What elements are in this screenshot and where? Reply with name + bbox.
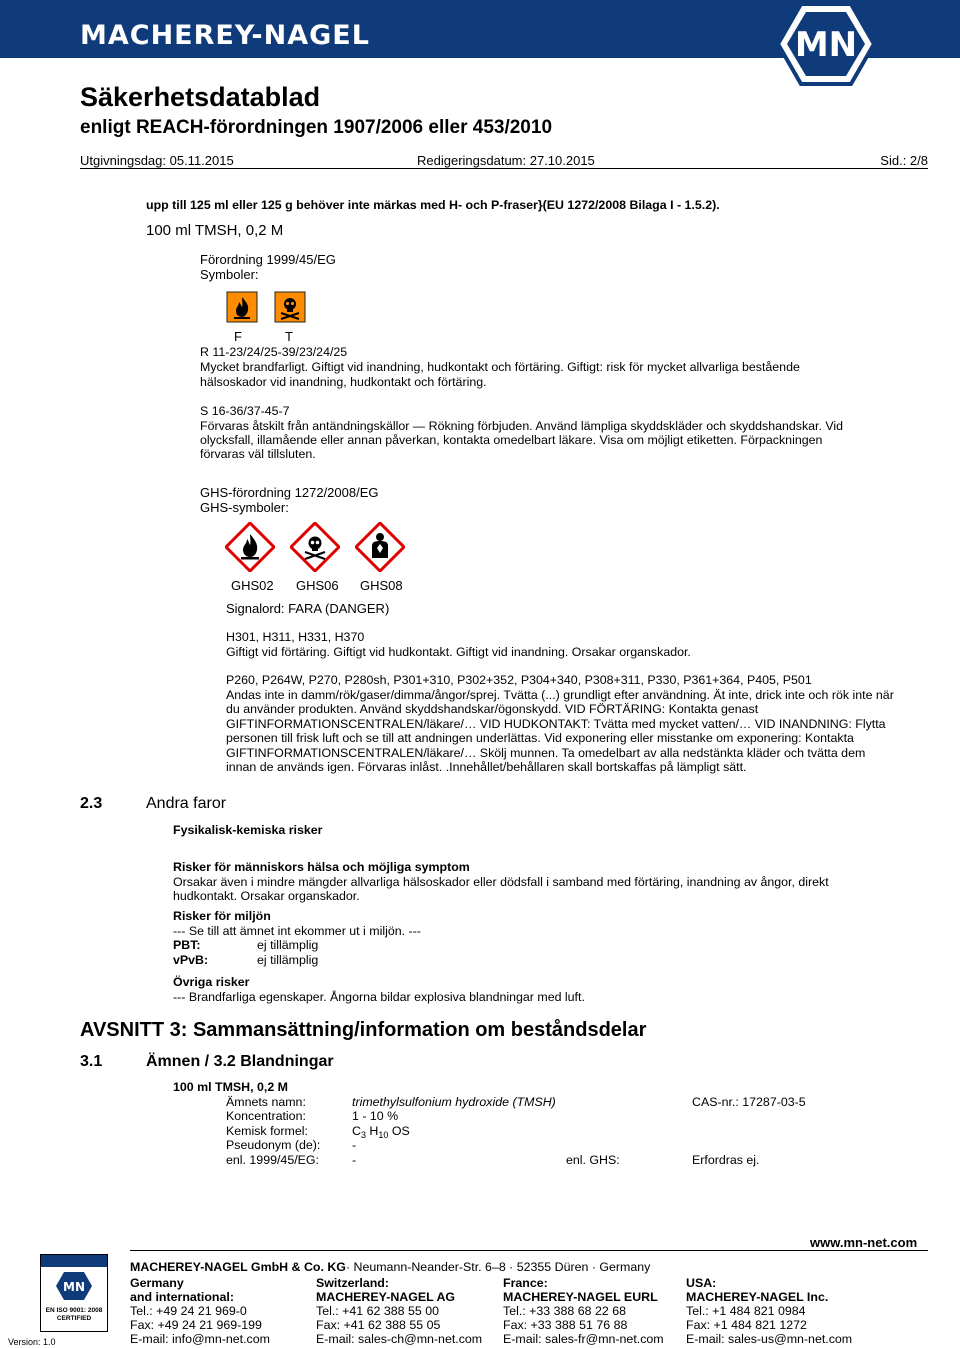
h-text: Giftigt vid förtäring. Giftigt vid hudkontakt. Giftigt vid inandning. Orsakar organskador. (226, 645, 691, 659)
footer-address: · Neumann-Neander-Str. 6–8 · 52355 Düren · Germany (345, 1260, 651, 1274)
footer-divider (130, 1250, 928, 1251)
formula-c: C (352, 1124, 361, 1138)
h-codes: H301, H311, H331, H370 (226, 630, 365, 644)
brand-name: MACHEREY-NAGEL (80, 20, 370, 51)
section-3-1-number: 3.1 (80, 1053, 103, 1070)
intro-line: upp till 125 ml eller 125 g behöver inte märkas med H- och P-fraser}(EU 1272/2008 Bilaga I - 1.5.2). (146, 198, 720, 212)
version-label: Version: 1.0 (8, 1337, 56, 1347)
ghs-code-1: GHS02 (231, 578, 274, 593)
pbt-value: ej tillämplig (257, 938, 319, 952)
symbols-label: Symboler: (200, 267, 259, 282)
ghs-code-3: GHS08 (360, 578, 403, 593)
col4-line-1: USA: (686, 1276, 717, 1290)
formula-value (352, 1124, 410, 1140)
concentration-value: 1 - 10 % (352, 1109, 399, 1123)
page-subtitle: enligt REACH-förordningen 1907/2006 eller 453/2010 (80, 117, 553, 138)
certification-logo (40, 1254, 108, 1332)
regulation-1999: Förordning 1999/45/EG (200, 252, 336, 267)
col3-line-5: E-mail: sales-fr@mn-net.com (503, 1332, 664, 1346)
col1-line-2: and international: (130, 1290, 234, 1304)
pseudonym-label: Pseudonym (de): (226, 1138, 321, 1152)
col2-line-3: Tel.: +41 62 388 55 00 (316, 1304, 439, 1318)
p-codes: P260, P264W, P270, P280sh, P301+310, P302+352, P304+340, P308+311, P330, P361+364, P405, P501 (226, 673, 812, 687)
other-heading: Övriga risker (173, 975, 250, 989)
health-heading: Risker för människors hälsa och möjliga symptom (173, 860, 470, 874)
p-text-4: personen till frisk luft och se till att andningen underlättas. Vid exponering eller misstanke om exponering: Kontakta (226, 731, 854, 745)
cert-line-2: CERTIFIED (56, 1315, 92, 1322)
health-text-1: Orsakar även i mindre mängder allvarliga hälsoskador eller dödsfall i samband med förtäring, inandning av ångor, direkt (173, 875, 829, 889)
footer-col-switzerland (316, 1276, 482, 1346)
col2-line-1: Switzerland: (316, 1276, 389, 1290)
vpvb-label: vPvB: (173, 953, 209, 967)
col2-line-5: E-mail: sales-ch@mn-net.com (316, 1332, 483, 1346)
col3-line-2: MACHEREY-NAGEL EURL (503, 1290, 658, 1304)
section-3-title: AVSNITT 3: Sammansättning/information om beståndsdelar (80, 1019, 647, 1041)
ghs08-health-hazard-icon (355, 522, 405, 572)
footer-website[interactable]: www.mn-net.com (810, 1235, 918, 1250)
pseudonym-value: - (352, 1138, 357, 1152)
col3-line-3: Tel.: +33 388 68 22 68 (503, 1304, 626, 1318)
footer-mn-logo-icon (55, 1271, 93, 1301)
r-phrases-text-1: Mycket brandfarligt. Giftigt vid inandning, hudkontakt och förtäring. Giftigt: risk för mycket allvarliga bestående (200, 360, 800, 374)
enl-1999-label: enl. 1999/45/EG: (226, 1153, 319, 1167)
page-title: Säkerhetsdatablad (80, 82, 321, 112)
s-phrases-code: S 16-36/37-45-7 (200, 404, 290, 418)
pbt-label: PBT: (173, 938, 201, 952)
col2-line-2: MACHEREY-NAGEL AG (316, 1290, 456, 1304)
enl-ghs-value: Erfordras ej. (692, 1153, 760, 1167)
s-phrases-text-1: Förvaras åtskilt från antändningskällor — Rökning förbjuden. Använd lämpliga skyddskläder och skyddshandskar. Vid (200, 419, 844, 433)
footer-company: MACHEREY-NAGEL GmbH & Co. KG (130, 1260, 346, 1274)
section-2-3-title: Andra faror (146, 795, 227, 812)
footer-col-germany (130, 1276, 270, 1346)
ghs-code-2: GHS06 (296, 578, 339, 593)
col2-line-4: Fax: +41 62 388 55 05 (316, 1318, 441, 1332)
p-text-3: GIFTINFORMATIONSCENTRALEN/läkare/… VID HUDKONTAKT: Tvätta med mycket vatten/… VID INANDNING: Flytta (226, 717, 886, 731)
s-phrases-text-2: olycksfall, illamående eller annan påverkan, kontakta omedelbart läkare. Visa om möjligt etiketten. Förpackningen (200, 433, 823, 447)
substance-label: Ämnets namn: (226, 1095, 306, 1109)
other-text: --- Brandfarliga egenskaper. Ångorna bildar explosiva blandningar med luft. (173, 990, 585, 1004)
col1-line-1: Germany (130, 1276, 184, 1290)
col1-line-4: Fax: +49 24 21 969-199 (130, 1318, 262, 1332)
comp-product: 100 ml TMSH, 0,2 M (173, 1080, 288, 1094)
logo-text: MN (794, 25, 858, 65)
col3-line-4: Fax: +33 388 51 76 88 (503, 1318, 628, 1332)
ghs-symbols-label: GHS-symboler: (200, 500, 289, 515)
r-phrases-text-2: hälsoskador vid inandning, hudkontakt och förtäring. (200, 375, 487, 389)
footer-col-france (503, 1276, 664, 1346)
p-text-6: innan de används igen. Förvaras inlåst. .Innehållet/behållaren skall bortskaffas på lämpligt sätt. (226, 760, 747, 774)
vpvb-value: ej tillämplig (257, 953, 319, 967)
enl-1999-value: - (352, 1153, 357, 1167)
p-text-2: du använder produkten. Använd skyddshandskar/ögonskydd. VID FÖRTÄRING: Kontakta genast (226, 702, 759, 716)
product-line: 100 ml TMSH, 0,2 M (146, 222, 284, 239)
symbol-f-label: F (234, 329, 242, 344)
cas-number: CAS-nr.: 17287-03-5 (692, 1095, 806, 1109)
physchem-heading: Fysikalisk-kemiska risker (173, 823, 323, 837)
health-text-2: hudkontakt. Orsakar organskador. (173, 889, 360, 903)
col4-line-5: E-mail: sales-us@mn-net.com (686, 1332, 853, 1346)
concentration-label: Koncentration: (226, 1109, 306, 1123)
issue-date: Utgivningsdag: 05.11.2015 (80, 153, 234, 168)
section-2-3-number: 2.3 (80, 795, 103, 812)
flame-icon (226, 291, 258, 323)
col4-line-2: MACHEREY-NAGEL Inc. (686, 1290, 829, 1304)
col4-line-3: Tel.: +1 484 821 0984 (686, 1304, 806, 1318)
ghs-regulation: GHS-förordning 1272/2008/EG (200, 485, 379, 500)
formula-h-sub: 10 (378, 1130, 389, 1140)
r-phrases-code: R 11-23/24/25-39/23/24/25 (200, 345, 348, 359)
header-divider (80, 168, 928, 169)
cert-line-1: EN ISO 9001: 2008 (45, 1307, 103, 1314)
cert-text (41, 1307, 107, 1323)
revision-date: Redigeringsdatum: 27.10.2015 (417, 153, 595, 168)
formula-c-sub: 3 (360, 1130, 366, 1140)
formula-rest: OS (391, 1124, 410, 1138)
symbol-t-label: T (285, 329, 293, 344)
enl-ghs-label: enl. GHS: (566, 1153, 620, 1167)
col4-line-4: Fax: +1 484 821 1272 (686, 1318, 807, 1332)
col1-line-3: Tel.: +49 24 21 969-0 (130, 1304, 247, 1318)
col3-line-1: France: (503, 1276, 548, 1290)
section-3-1-title: Ämnen / 3.2 Blandningar (146, 1053, 334, 1070)
formula-label: Kemisk formel: (226, 1124, 308, 1138)
p-text-1: Andas inte in damm/rök/gaser/dimma/ångor/sprej. Tvätta (...) grundligt efter användning. Ät inte, drick inte och rök inte när (226, 688, 894, 702)
footer-col-usa (686, 1276, 852, 1346)
substance-value: trimethylsulfonium hydroxide (TMSH) (352, 1095, 556, 1109)
ghs02-flame-icon (225, 522, 275, 572)
col1-line-5: E-mail: info@mn-net.com (130, 1332, 270, 1346)
mn-logo-icon (776, 2, 876, 86)
footer-company-line (130, 1260, 650, 1274)
svg-text:MN: MN (63, 1280, 85, 1294)
s-phrases-text-3: förvaras väl tillsluten. (200, 447, 316, 461)
env-heading: Risker för miljön (173, 909, 271, 923)
signal-word: Signalord: FARA (DANGER) (226, 601, 390, 616)
p-text-5: GIFTINFORMATIONSCENTRALEN/läkare/… Skölj munnen. Ta omedelbart av alla nedstänkta kläder och tvätta dem (226, 746, 866, 760)
env-text: --- Se till att ämnet int ekommer ut i miljön. --- (173, 924, 421, 938)
ghs06-skull-icon (290, 522, 340, 572)
formula-h: H (369, 1124, 379, 1138)
page-number: Sid.: 2/8 (880, 153, 928, 168)
skull-icon (274, 291, 306, 323)
